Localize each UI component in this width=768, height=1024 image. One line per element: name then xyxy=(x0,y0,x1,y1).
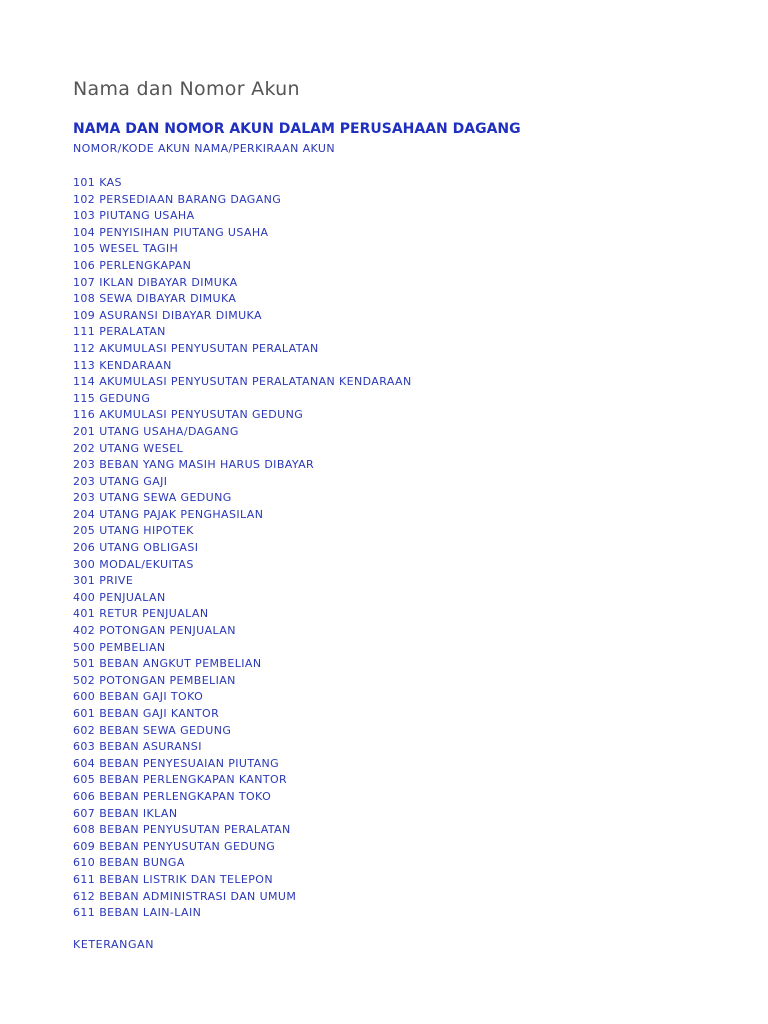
list-item xyxy=(73,507,412,524)
list-item xyxy=(73,872,412,889)
list-item xyxy=(73,905,412,922)
list-item xyxy=(73,441,412,458)
account-name: BEBAN BUNGA xyxy=(99,856,185,870)
account-name: UTANG WESEL xyxy=(99,441,184,455)
account-name: AKUMULASI PENYUSUTAN PERALATAN xyxy=(99,341,319,355)
account-code: 611 xyxy=(73,872,96,886)
account-name: BEBAN IKLAN xyxy=(99,806,178,820)
account-name: POTONGAN PEMBELIAN xyxy=(99,673,236,687)
account-code: 111 xyxy=(73,325,96,339)
list-item xyxy=(73,208,412,225)
account-name: BEBAN LAIN-LAIN xyxy=(99,906,202,920)
account-name: BEBAN ASURANSI xyxy=(99,740,202,754)
list-item xyxy=(73,490,412,507)
list-item xyxy=(73,806,412,823)
list-item xyxy=(73,557,412,574)
list-item xyxy=(73,623,412,640)
list-item xyxy=(73,457,412,474)
section-heading: NAMA DAN NOMOR AKUN DALAM PERUSAHAAN DAGANG xyxy=(73,121,521,137)
list-item xyxy=(73,308,412,325)
list-item xyxy=(73,391,412,408)
account-code: 105 xyxy=(73,242,96,256)
account-code: 301 xyxy=(73,574,96,588)
account-code: 102 xyxy=(73,192,96,206)
account-code: 109 xyxy=(73,308,96,322)
account-name: BEBAN GAJI KANTOR xyxy=(99,707,220,720)
list-item xyxy=(73,358,412,375)
account-name: BEBAN ADMINISTRASI DAN UMUM xyxy=(99,889,297,903)
account-code: 607 xyxy=(73,806,96,820)
list-item xyxy=(73,606,412,623)
list-item xyxy=(73,889,412,906)
account-name: RETUR PENJUALAN xyxy=(99,607,209,621)
account-code: 201 xyxy=(73,424,96,438)
list-item xyxy=(73,424,412,441)
account-name: GEDUNG xyxy=(99,391,151,405)
account-name: BEBAN LISTRIK DAN TELEPON xyxy=(99,872,273,886)
list-item xyxy=(73,275,412,292)
account-code: 612 xyxy=(73,889,96,903)
list-item xyxy=(73,689,412,706)
account-code: 115 xyxy=(73,391,96,405)
account-code: 203 xyxy=(73,474,96,488)
account-code: 116 xyxy=(73,408,96,422)
account-code: 602 xyxy=(73,723,96,737)
account-code: 606 xyxy=(73,789,96,803)
account-name: BEBAN PENYESUAIAN PIUTANG xyxy=(99,756,280,770)
list-item xyxy=(73,192,412,209)
account-list xyxy=(73,175,412,922)
list-item xyxy=(73,225,412,242)
list-item xyxy=(73,640,412,657)
account-code: 610 xyxy=(73,856,96,870)
account-code: 204 xyxy=(73,507,96,521)
list-item xyxy=(73,523,412,540)
account-name: BEBAN SEWA GEDUNG xyxy=(99,723,232,737)
account-code: 600 xyxy=(73,690,96,704)
account-code: 605 xyxy=(73,773,96,787)
account-code: 203 xyxy=(73,491,96,505)
list-item xyxy=(73,474,412,491)
account-name: PERLENGKAPAN xyxy=(99,258,192,272)
account-name: SEWA DIBAYAR DIMUKA xyxy=(99,292,237,306)
account-name: PRIVE xyxy=(99,574,134,588)
account-name: AKUMULASI PENYUSUTAN PERALATANAN KENDARAAN xyxy=(99,375,412,389)
account-code: 106 xyxy=(73,258,96,272)
account-code: 502 xyxy=(73,673,96,687)
list-item xyxy=(73,839,412,856)
account-code: 611 xyxy=(73,906,96,920)
column-header: NOMOR/KODE AKUN NAMA/PERKIRAAN AKUN xyxy=(73,142,335,155)
list-item xyxy=(73,291,412,308)
account-code: 608 xyxy=(73,823,96,837)
account-code: 107 xyxy=(73,275,96,289)
list-item xyxy=(73,739,412,756)
account-name: PERSEDIAAN BARANG DAGANG xyxy=(99,192,282,206)
account-name: PENYISIHAN PIUTANG USAHA xyxy=(99,225,269,239)
account-code: 205 xyxy=(73,524,96,538)
account-code: 603 xyxy=(73,740,96,754)
list-item xyxy=(73,175,412,192)
account-code: 402 xyxy=(73,624,96,638)
account-name: MODAL/EKUITAS xyxy=(99,557,194,571)
account-code: 501 xyxy=(73,657,96,671)
account-name: UTANG GAJI xyxy=(99,474,168,488)
account-code: 101 xyxy=(73,176,96,189)
account-name: UTANG OBLIGASI xyxy=(99,541,199,555)
list-item xyxy=(73,673,412,690)
list-item xyxy=(73,855,412,872)
account-name: BEBAN YANG MASIH HARUS DIBAYAR xyxy=(99,458,315,472)
page-title: Nama dan Nomor Akun xyxy=(73,78,300,100)
account-code: 113 xyxy=(73,358,96,372)
account-code: 604 xyxy=(73,756,96,770)
account-code: 500 xyxy=(73,640,96,654)
account-name: ASURANSI DIBAYAR DIMUKA xyxy=(99,308,262,322)
account-name: PIUTANG USAHA xyxy=(99,209,195,223)
account-code: 206 xyxy=(73,541,96,555)
account-name: BEBAN GAJI TOKO xyxy=(99,690,204,704)
account-name: BEBAN PENYUSUTAN GEDUNG xyxy=(99,839,276,853)
account-name: POTONGAN PENJUALAN xyxy=(99,624,236,638)
list-item xyxy=(73,324,412,341)
account-name: PENJUALAN xyxy=(99,590,166,604)
list-item xyxy=(73,374,412,391)
account-code: 112 xyxy=(73,341,96,355)
account-name: BEBAN PENYUSUTAN PERALATAN xyxy=(99,823,291,837)
account-name: KENDARAAN xyxy=(99,358,172,372)
list-item xyxy=(73,573,412,590)
account-code: 400 xyxy=(73,590,96,604)
account-code: 609 xyxy=(73,839,96,853)
account-code: 401 xyxy=(73,607,96,621)
account-name: UTANG HIPOTEK xyxy=(99,524,194,538)
list-item xyxy=(73,772,412,789)
account-name: BEBAN ANGKUT PEMBELIAN xyxy=(99,657,262,671)
account-code: 114 xyxy=(73,375,96,389)
list-item xyxy=(73,723,412,740)
list-item xyxy=(73,407,412,424)
list-item xyxy=(73,656,412,673)
account-code: 202 xyxy=(73,441,96,455)
list-item xyxy=(73,341,412,358)
list-item xyxy=(73,756,412,773)
list-item xyxy=(73,258,412,275)
account-name: AKUMULASI PENYUSUTAN GEDUNG xyxy=(99,408,304,422)
list-item xyxy=(73,822,412,839)
account-code: 300 xyxy=(73,557,96,571)
account-code: 108 xyxy=(73,292,96,306)
account-name: KAS xyxy=(99,176,122,189)
account-code: 203 xyxy=(73,458,96,472)
list-item xyxy=(73,241,412,258)
account-name: IKLAN DIBAYAR DIMUKA xyxy=(99,275,238,289)
account-name: WESEL TAGIH xyxy=(99,242,179,256)
footer-label: KETERANGAN xyxy=(73,938,155,951)
account-code: 104 xyxy=(73,225,96,239)
account-name: BEBAN PERLENGKAPAN TOKO xyxy=(99,789,272,803)
list-item xyxy=(73,540,412,557)
account-code: 103 xyxy=(73,209,96,223)
list-item xyxy=(73,789,412,806)
list-item xyxy=(73,590,412,607)
account-name: PEMBELIAN xyxy=(99,640,166,654)
account-name: UTANG SEWA GEDUNG xyxy=(99,491,232,505)
account-code: 601 xyxy=(73,707,96,720)
account-name: UTANG USAHA/DAGANG xyxy=(99,424,239,438)
account-name: BEBAN PERLENGKAPAN KANTOR xyxy=(99,773,288,787)
account-name: UTANG PAJAK PENGHASILAN xyxy=(99,507,264,521)
list-item xyxy=(73,706,412,723)
account-name: PERALATAN xyxy=(99,325,166,339)
